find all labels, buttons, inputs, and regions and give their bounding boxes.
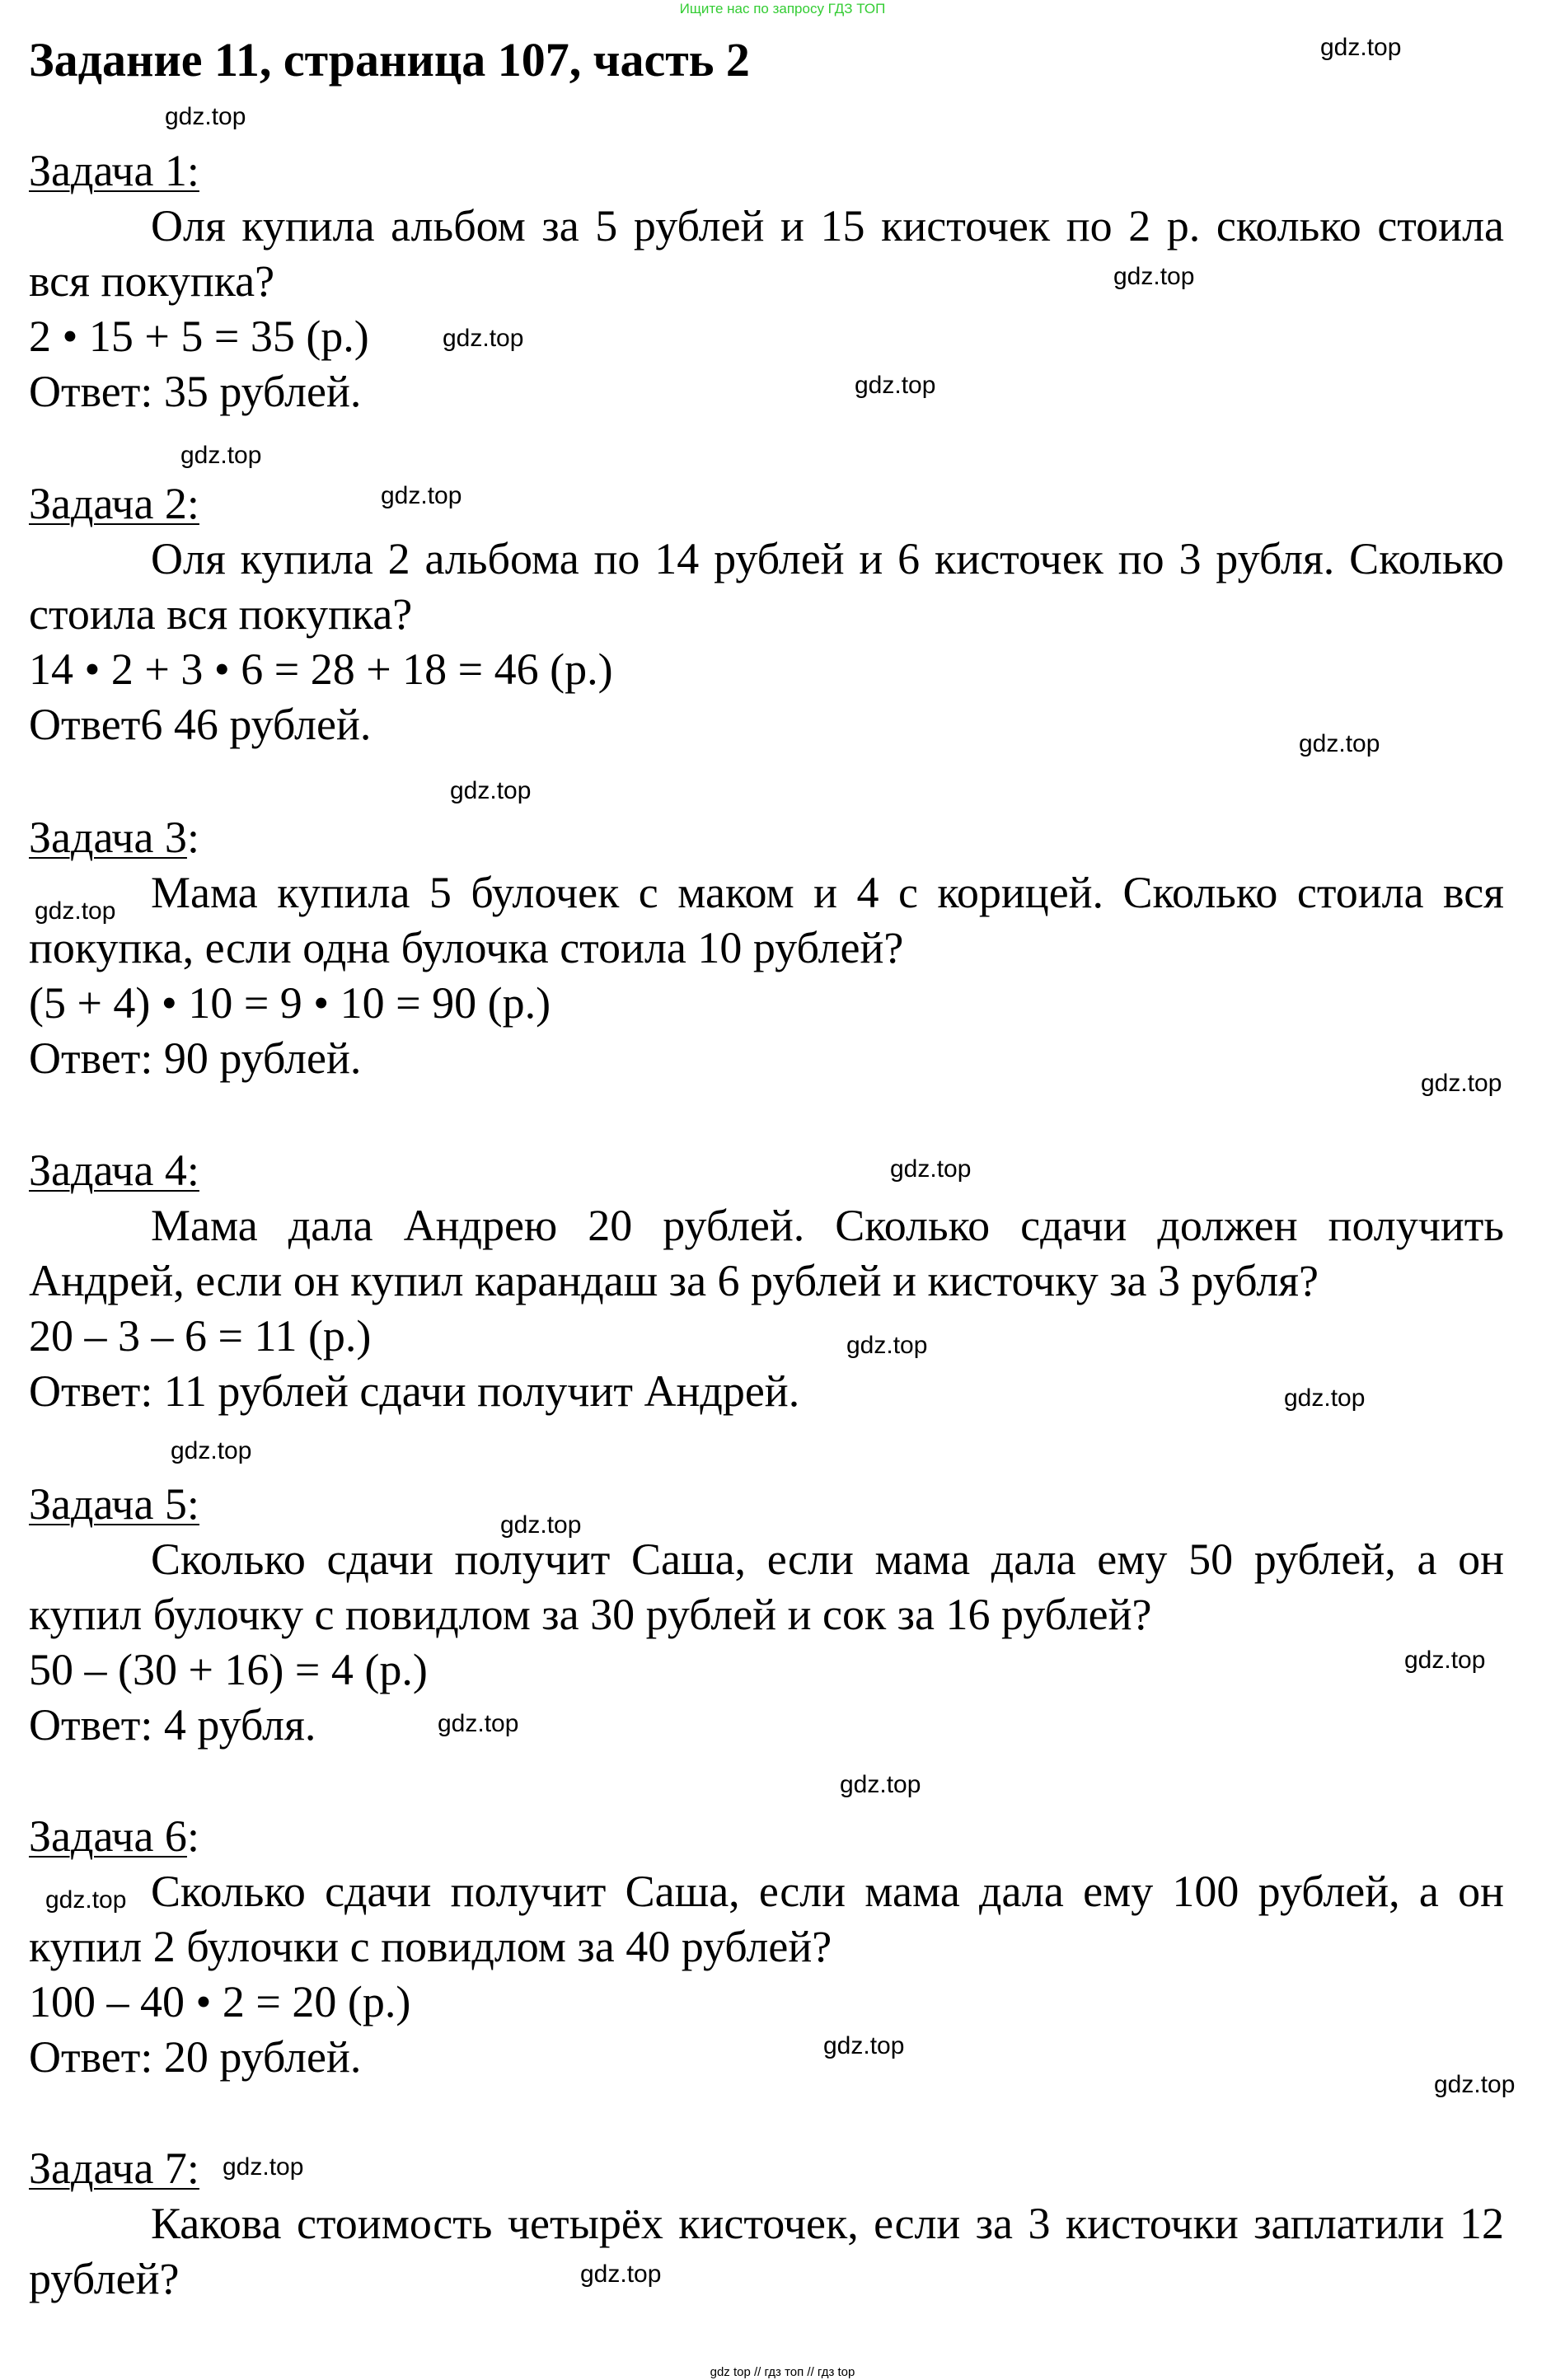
task-solution: 100 – 40 • 2 = 20 (р.) bbox=[29, 1977, 411, 2026]
task-heading: Задача 2: bbox=[29, 479, 199, 528]
task-solution: 14 • 2 + 3 • 6 = 28 + 18 = 46 (р.) bbox=[29, 644, 613, 694]
watermark: gdz.top bbox=[890, 1155, 972, 1183]
task-heading: Задача 4: bbox=[29, 1145, 199, 1195]
task-3 bbox=[29, 809, 1504, 1086]
task-answer: Ответ: 35 рублей. bbox=[29, 367, 362, 416]
task-text: Какова стоимость четырёх кисточек, если за 3 кисточки заплатили 12 рублей? bbox=[29, 2199, 1504, 2303]
task-heading: Задача 5: bbox=[29, 1479, 199, 1529]
task-answer: Ответ: 11 рублей сдачи получит Андрей. bbox=[29, 1366, 800, 1416]
watermark: gdz.top bbox=[1434, 2071, 1516, 2098]
watermark: gdz.top bbox=[180, 442, 262, 469]
watermark: gdz.top bbox=[840, 1771, 921, 1798]
watermark: gdz.top bbox=[35, 897, 116, 925]
watermark: gdz.top bbox=[381, 482, 462, 509]
task-heading: Задача 6: bbox=[29, 1811, 199, 1861]
watermark: gdz.top bbox=[443, 325, 524, 352]
watermark: gdz.top bbox=[500, 1511, 582, 1539]
task-text: Оля купила 2 альбома по 14 рублей и 6 кисточек по 3 рубля. Сколько стоила вся покупка? bbox=[29, 534, 1504, 639]
watermark: gdz.top bbox=[171, 1437, 252, 1464]
task-answer: Ответ: 90 рублей. bbox=[29, 1033, 362, 1083]
task-heading: Задача 7: bbox=[29, 2143, 199, 2193]
watermark: gdz.top bbox=[580, 2261, 662, 2288]
top-banner: Ищите нас по запросу ГДЗ ТОП bbox=[679, 1, 886, 16]
page-title: Задание 11, страница 107, часть 2 bbox=[29, 33, 750, 87]
task-solution: 20 – 3 – 6 = 11 (р.) bbox=[29, 1311, 372, 1361]
task-solution: (5 + 4) • 10 = 9 • 10 = 90 (р.) bbox=[29, 978, 551, 1028]
task-heading: Задача 1: bbox=[29, 146, 199, 195]
task-answer: Ответ6 46 рублей. bbox=[29, 700, 372, 749]
task-1 bbox=[29, 143, 1504, 419]
watermark: gdz.top bbox=[855, 372, 936, 399]
watermark: gdz.top bbox=[1404, 1647, 1486, 1674]
watermark: gdz.top bbox=[846, 1332, 928, 1359]
watermark: gdz.top bbox=[438, 1710, 519, 1737]
task-text: Сколько сдачи получит Саша, если мама дала ему 100 рублей, а он купил 2 булочки с повидлом за 40 рублей? bbox=[29, 1867, 1504, 1971]
task-answer: Ответ: 4 рубля. bbox=[29, 1700, 316, 1750]
watermark: gdz.top bbox=[450, 777, 532, 804]
watermark: gdz.top bbox=[1320, 34, 1402, 61]
watermark: gdz.top bbox=[1421, 1070, 1502, 1097]
task-2 bbox=[29, 476, 1504, 752]
watermark: gdz.top bbox=[823, 2032, 905, 2059]
watermark: gdz.top bbox=[45, 1886, 127, 1914]
watermark: gdz.top bbox=[1284, 1384, 1366, 1412]
task-solution: 50 – (30 + 16) = 4 (р.) bbox=[29, 1645, 428, 1694]
watermark: gdz.top bbox=[1113, 263, 1195, 290]
bottom-banner: gdz top // гдз топ // гдз top bbox=[710, 2365, 855, 2379]
watermark: gdz.top bbox=[223, 2153, 304, 2181]
task-solution: 2 • 15 + 5 = 35 (р.) bbox=[29, 312, 369, 361]
task-4 bbox=[29, 1142, 1504, 1419]
task-5 bbox=[29, 1476, 1504, 1753]
watermark: gdz.top bbox=[165, 103, 246, 130]
task-6 bbox=[29, 1808, 1504, 2085]
task-text: Мама дала Андрею 20 рублей. Сколько сдачи должен получить Андрей, если он купил карандаш за 6 рублей и кисточку за 3 рубля? bbox=[29, 1201, 1504, 1305]
task-text: Оля купила альбом за 5 рублей и 15 кисточек по 2 р. сколько стоила вся покупка? bbox=[29, 201, 1504, 306]
task-text: Сколько сдачи получит Саша, если мама дала ему 50 рублей, а он купил булочку с повидлом за 30 рублей и сок за 16 рублей? bbox=[29, 1534, 1504, 1639]
task-answer: Ответ: 20 рублей. bbox=[29, 2032, 362, 2082]
task-heading: Задача 3: bbox=[29, 813, 199, 862]
task-text: Мама купила 5 булочек с маком и 4 с корицей. Сколько стоила вся покупка, если одна булочка стоила 10 рублей? bbox=[29, 868, 1504, 972]
watermark: gdz.top bbox=[1299, 730, 1380, 757]
